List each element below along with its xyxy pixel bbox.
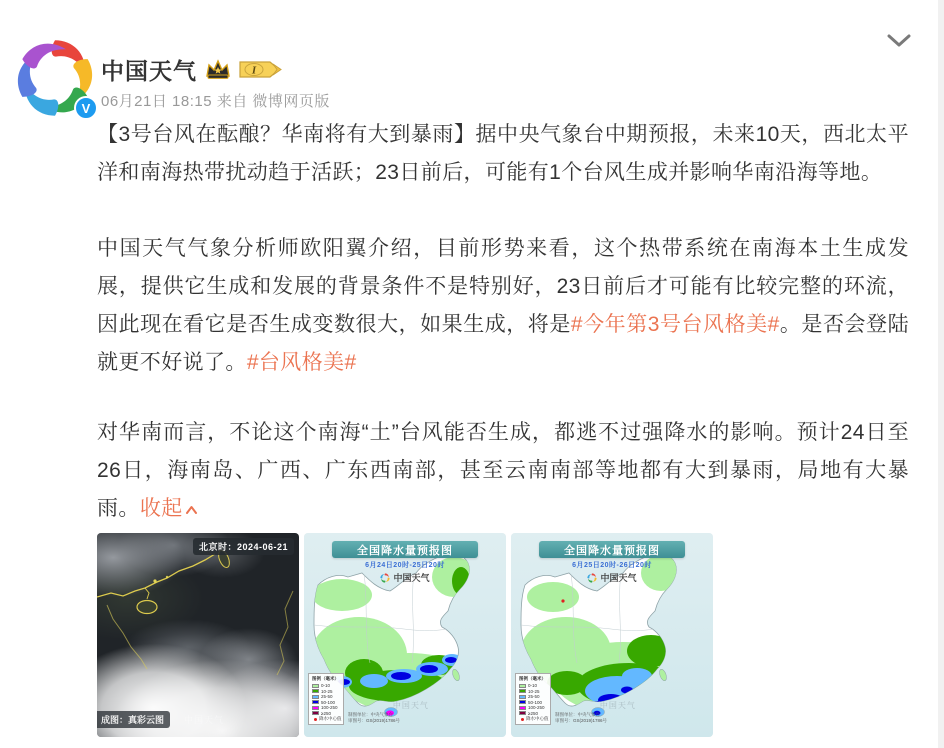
post-image-rain-map-2[interactable] [511, 533, 713, 737]
map-logo [511, 571, 713, 584]
beijing-time-badge: 北京时：2024-06-21 [193, 538, 294, 555]
hashtag-link-typhoon-gaemi[interactable]: #台风格美# [246, 351, 357, 374]
avatar[interactable] [14, 37, 96, 119]
precipitation-map-1 [304, 533, 506, 737]
post-meta[interactable] [101, 90, 330, 111]
vip-level-badge[interactable] [239, 59, 283, 80]
verified-v-badge: V [74, 96, 98, 120]
legend-title: 图例（毫米） [312, 676, 339, 681]
legend-title: 图例（毫米） [519, 676, 546, 681]
username[interactable]: 中国天气 [101, 58, 197, 84]
post-paragraph-1 [97, 116, 909, 192]
map-logo-text: 中国天气 [600, 573, 637, 583]
map-title-banner: 全国降水量预报图 [539, 541, 685, 558]
chevron-down-icon [886, 33, 912, 49]
vip-roman-numeral: I [251, 64, 257, 77]
post-paragraph-2 [97, 230, 909, 382]
china-weather-logo-icon [380, 573, 390, 583]
map-legend: 图例（毫米） 0-10 10-25 25-50 50-100 100-250 ≥250 降水中心值 [308, 673, 344, 725]
hashtag-link-typhoon-gaemi-no3[interactable]: #今年第3号台风格美# [570, 313, 780, 336]
precipitation-map-2 [511, 533, 713, 737]
map-date-range: 6月25日20时-26日20时 [572, 562, 652, 569]
post-paragraph-3 [97, 414, 909, 528]
post-timestamp: 06月21日 18:15 [101, 93, 213, 110]
post-image-rain-map-1[interactable] [304, 533, 506, 737]
map-footer: 制图单位：中央气象台 审图号：GS(2019)1786号 [348, 712, 401, 723]
map-date-range: 6月24日20时-25日20时 [365, 562, 445, 569]
paragraph-2-text-a: 中国天气气象分析师欧阳翼介绍，目前形势来看，这个热带系统在南海本土生成发展，提供它生成和发展的背景条件不是特别好，23日前后才可能有比较完整的环流，因此现在看它是否生成变数很大，如果生成，将是 [97, 237, 909, 336]
map-title-banner: 全国降水量预报图 [332, 541, 478, 558]
satellite-caption: 成图：真彩云图 [97, 711, 170, 728]
page-edge [938, 0, 944, 748]
post-source[interactable]: 来自 微博网页版 [216, 93, 330, 110]
paragraph-2-text-b: 。是否会登陆就更不好说了。 [97, 313, 909, 374]
rain-center-dot [521, 718, 524, 721]
map-logo [304, 571, 506, 584]
satellite-watermark: 中国天气 [183, 715, 225, 725]
map-watermark: 中国天气 [392, 701, 429, 710]
map-watermark: 中国天气 [599, 701, 636, 710]
map-footer: 制图单位：中央气象台 审图号：GS(2019)1786号 [555, 712, 608, 723]
china-weather-logo-icon [587, 573, 597, 583]
satellite-cloud-image [97, 533, 299, 737]
post-image-satellite[interactable] [97, 533, 299, 737]
collapse-text-link[interactable]: 收起 [140, 497, 198, 520]
map-logo-text: 中国天气 [393, 573, 430, 583]
coastline-overlay [97, 533, 299, 737]
vip-crown-icon[interactable] [204, 59, 232, 81]
collapse-post-button[interactable] [886, 33, 916, 53]
chevron-up-icon [185, 490, 198, 528]
paragraph-1-text: 【3号台风在酝酿？华南将有大到暴雨】据中央气象台中期预报，未来10天，西北太平洋和南海热带扰动趋于活跃；23日前后，可能有1个台风生成并影响华南沿海等地。 [97, 123, 909, 184]
paragraph-3-text: 对华南而言，不论这个南海“土”台风能否生成，都逃不过强降水的影响。预计24日至26日，海南岛、广西、广东西南部，甚至云南南部等地都有大到暴雨，局地有大暴雨。 [97, 421, 909, 520]
rain-center-dot [314, 718, 317, 721]
map-legend: 图例（毫米） 0-10 10-25 25-50 50-100 100-250 ≥250 降水中心值 [515, 673, 551, 725]
